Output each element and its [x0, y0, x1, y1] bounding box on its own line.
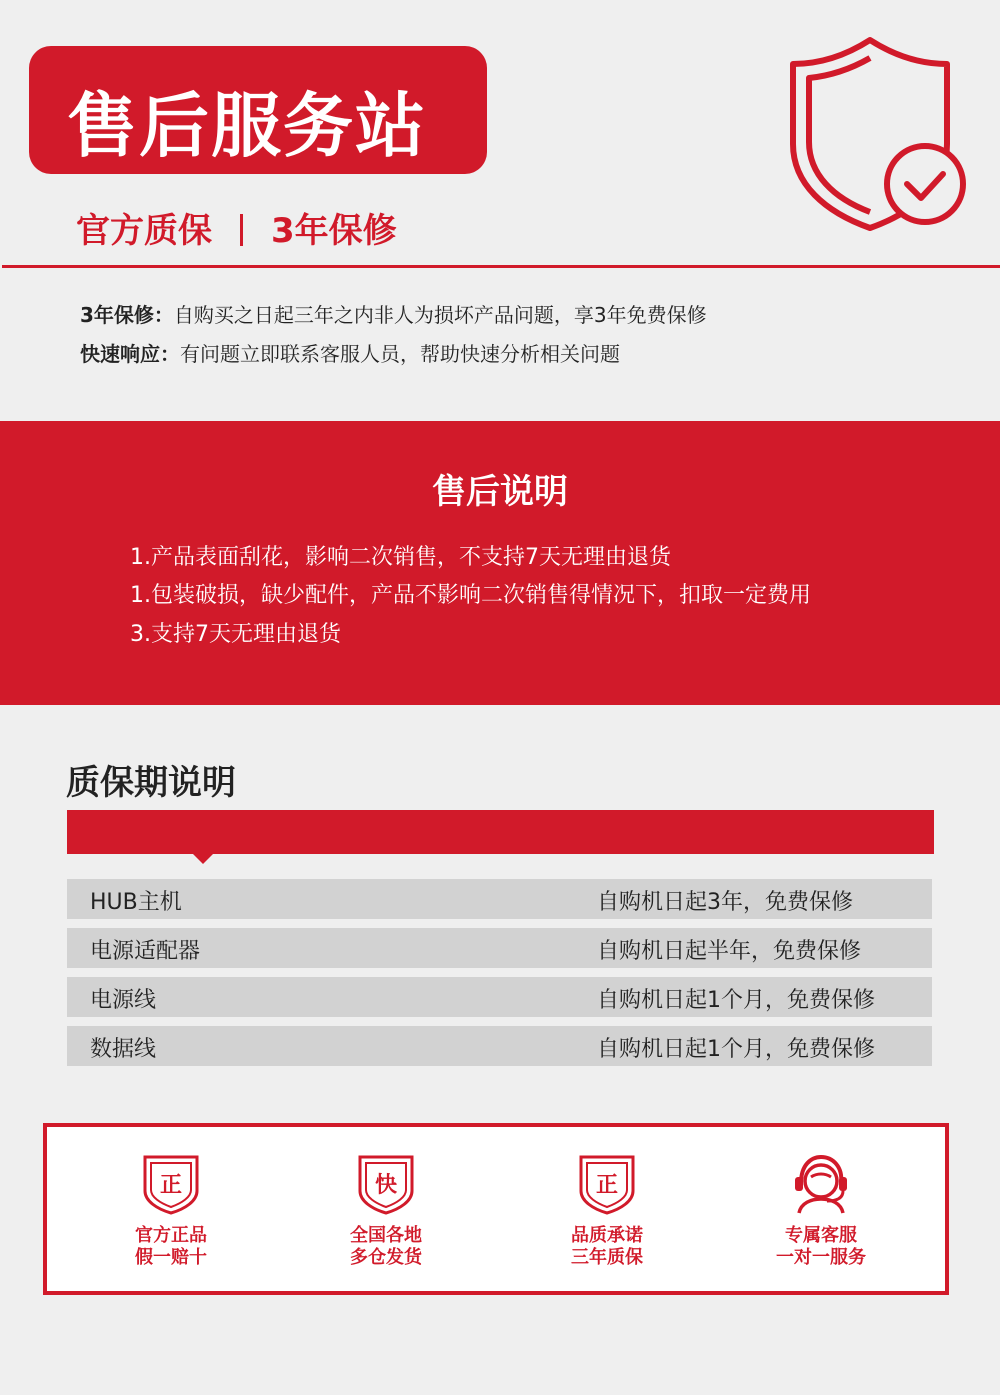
row-value: 自购机日起3年，免费保修: [597, 890, 853, 915]
subtitle-official-warranty: 官方质保: [76, 211, 212, 251]
table-row: [67, 977, 932, 1017]
guarantee-line: 品质承诺: [571, 1225, 643, 1246]
subtitle-separator: [240, 214, 243, 246]
guarantee-item: [751, 1153, 891, 1269]
guarantee-item: [537, 1153, 677, 1269]
guarantee-line: 专属客服: [785, 1225, 857, 1246]
guarantee-box: [43, 1123, 949, 1295]
pointer-triangle: [193, 854, 213, 864]
badge-glyph: 正: [595, 1173, 619, 1198]
table-row: [67, 879, 932, 919]
badge-glyph: 正: [159, 1173, 183, 1198]
guarantee-line: 三年质保: [571, 1247, 643, 1268]
header-divider: [2, 265, 1000, 268]
row-name: HUB主机: [90, 890, 182, 915]
guarantee-label: [316, 1225, 456, 1269]
table-row: [67, 928, 932, 968]
subtitle-3-year-warranty: 3年保修: [271, 211, 397, 251]
guarantee-line: 全国各地: [350, 1225, 422, 1246]
after-sales-line: 1.包装破损，缺少配件，产品不影响二次销售得情况下，扣取一定费用: [130, 583, 811, 608]
guarantee-item: [316, 1153, 456, 1269]
page-title: 售后服务站: [67, 85, 427, 167]
info-line-response: [80, 338, 620, 367]
warranty-title: 质保期说明: [66, 763, 236, 803]
title-badge: [29, 46, 487, 174]
guarantee-line: 假一赔十: [135, 1247, 207, 1268]
genuine-badge-icon: [139, 1153, 203, 1215]
row-name: 电源线: [90, 988, 157, 1013]
fast-shipping-badge-icon: [354, 1153, 418, 1215]
guarantee-label: [537, 1225, 677, 1269]
row-name: 数据线: [90, 1037, 157, 1062]
info-label: 3年保修：: [80, 303, 174, 327]
guarantee-label: [101, 1225, 241, 1269]
info-label: 快速响应：: [80, 342, 180, 366]
guarantee-line: 官方正品: [135, 1225, 207, 1246]
warranty-header-bar: [67, 810, 934, 854]
table-row: [67, 1026, 932, 1066]
row-value: 自购机日起1个月，免费保修: [597, 1037, 875, 1062]
guarantee-line: 一对一服务: [776, 1247, 866, 1268]
quality-badge-icon: [575, 1153, 639, 1215]
info-text: 自购买之日起三年之内非人为损坏产品问题，享3年免费保修: [173, 303, 707, 327]
info-text: 有问题立即联系客服人员，帮助快速分析相关问题: [180, 342, 620, 366]
after-sales-line: 3.支持7天无理由退货: [130, 622, 341, 647]
subtitle: [76, 203, 397, 252]
customer-service-icon: [789, 1153, 853, 1215]
row-value: 自购机日起半年，免费保修: [597, 939, 862, 964]
after-sales-band: [0, 421, 1000, 705]
badge-glyph: 快: [374, 1173, 398, 1198]
row-name: 电源适配器: [90, 939, 201, 964]
guarantee-item: [101, 1153, 241, 1269]
info-line-warranty: [80, 299, 707, 328]
guarantee-line: 多仓发货: [350, 1247, 422, 1268]
guarantee-label: [751, 1225, 891, 1269]
after-sales-title: 售后说明: [432, 472, 568, 512]
after-sales-line: 1.产品表面刮花，影响二次销售，不支持7天无理由退货: [130, 545, 671, 570]
row-value: 自购机日起1个月，免费保修: [597, 988, 875, 1013]
shield-check-icon: [785, 34, 970, 234]
